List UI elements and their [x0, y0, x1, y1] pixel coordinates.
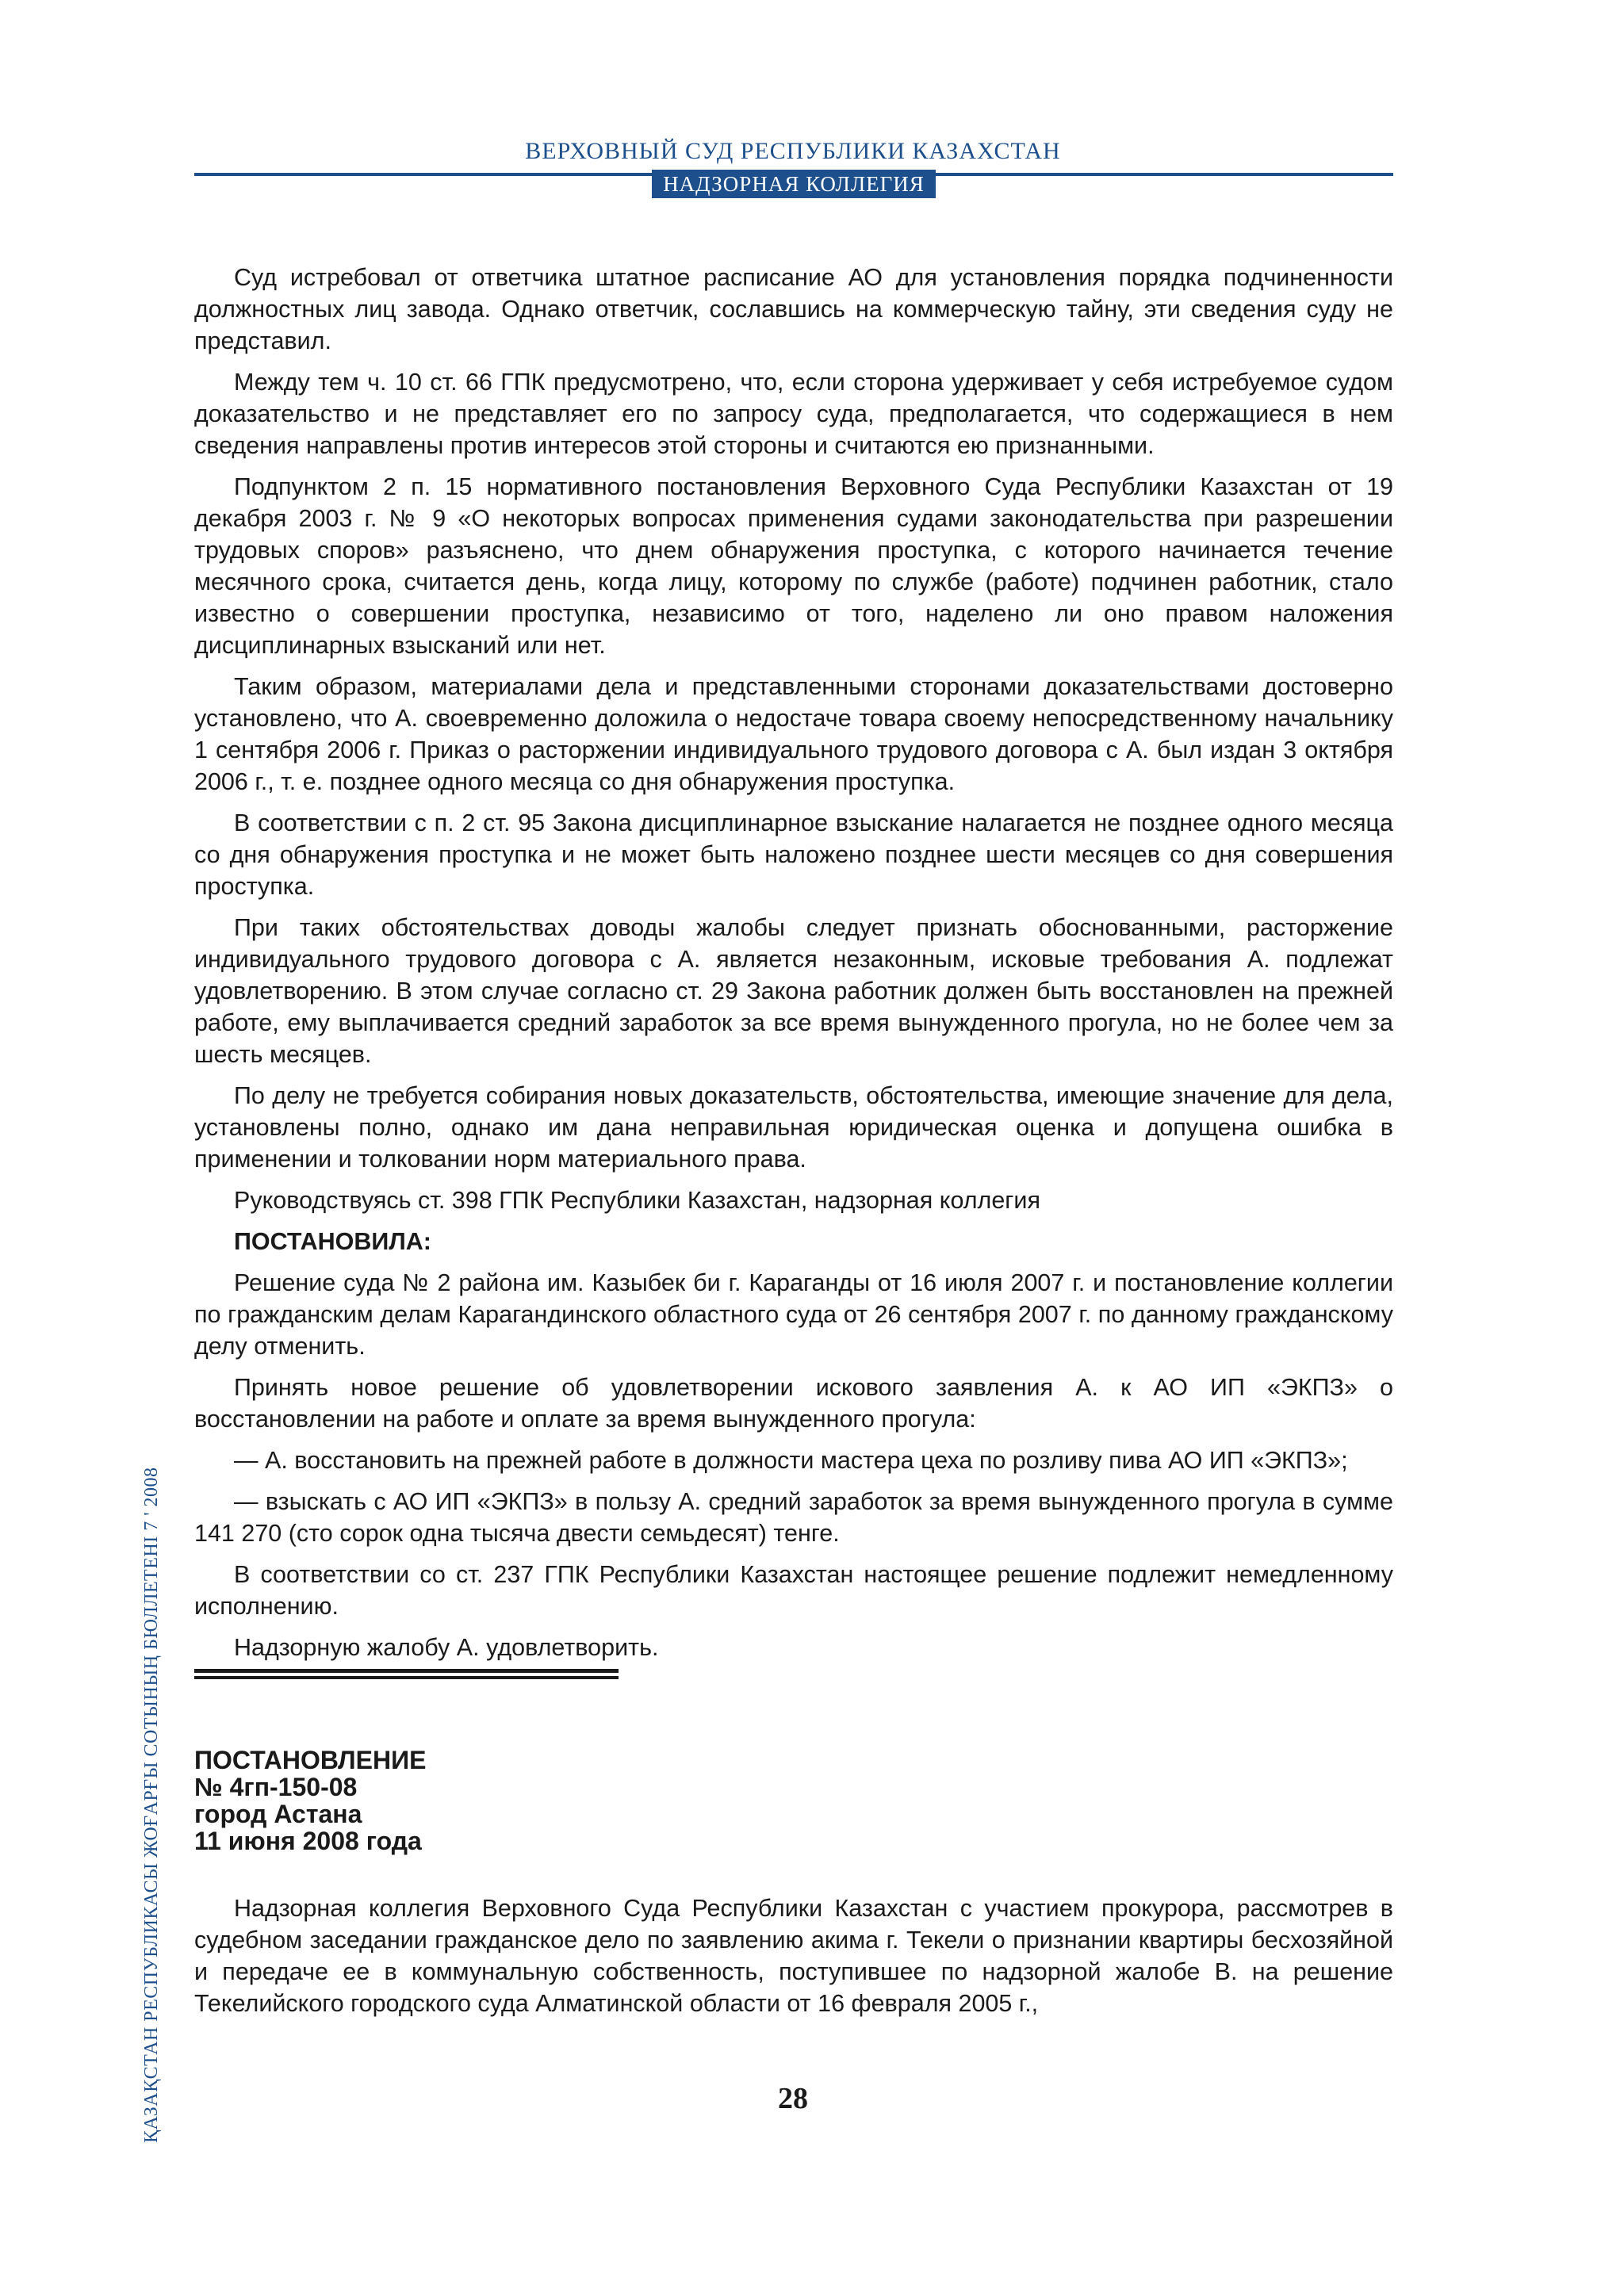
resolution-heading: ПОСТАНОВИЛА:	[234, 1228, 431, 1255]
decree-city: город Астана	[194, 1800, 362, 1828]
paragraph: В соответствии со ст. 237 ГПК Республики Казахстан настоящее решение подлежит немедленному исполнению.	[194, 1561, 1393, 1620]
divider-bar	[194, 1676, 619, 1679]
paragraph: Руководствуясь ст. 398 ГПК Республики Казахстан, надзорная коллегия	[234, 1187, 1040, 1214]
decree-title: ПОСТАНОВЛЕНИЕ	[194, 1746, 427, 1774]
main-text	[194, 262, 1393, 1673]
paragraph: По делу не требуется собирания новых доказательств, обстоятельства, имеющие значение для дела, установлены полно, однако им дана неправильная юридическая оценка и допущена ошибка в применении и толковании норм материального права.	[194, 1082, 1393, 1173]
paragraph: Между тем ч. 10 ст. 66 ГПК предусмотрено, что, если сторона удерживает у себя истребуемое судом доказательство и не представляет его по запросу суда, предполагается, что содержащиеся в нем сведения направлены против интересов этой стороны и считаются ею признанными.	[194, 369, 1393, 459]
paragraph: Подпунктом 2 п. 15 нормативного постановления Верховного Суда Республики Казахстан от 19 декабря 2003 г. № 9 «О некоторых вопросах применения судами законодательства при разрешении трудовых споров» разъяснено, что днем обнаружения проступка, с которого начинается течение месячного срока, считается день, когда лицу, которому по службе (работе) подчинен работник, стало известно о совершении проступка, независимо от того, наделено ли оно правом наложения дисциплинарных взысканий или нет.	[194, 473, 1393, 659]
decree-heading	[194, 1747, 908, 1854]
paragraph: Решение суда № 2 района им. Казыбек би г. Караганды от 16 июля 2007 г. и постановление коллегии по гражданским делам Карагандинского областного суда от 26 сентября 2007 г. по данному гражданскому делу отменить.	[194, 1269, 1393, 1360]
journal-header-title: ВЕРХОВНЫЙ СУД РЕСПУБЛИКИ КАЗАХСТАН	[525, 138, 1061, 164]
decree-date: 11 июня 2008 года	[194, 1827, 422, 1855]
paragraph: — взыскать с АО ИП «ЭКПЗ» в пользу А. средний заработок за время вынужденного прогула в сумме 141 270 (сто сорок одна тысяча двести семьдесят) тенге.	[194, 1488, 1393, 1547]
paragraph: Надзорную жалобу А. удовлетворить.	[234, 1634, 659, 1661]
paragraph: Таким образом, материалами дела и представленными сторонами доказательствами достоверно установлено, что А. своевременно доложила о недостаче товара своему непосредственному начальнику 1 сентября 2006 г. Приказ о расторжении индивидуального трудового договора с А. был издан 3 октября 2006 г., т. е. позднее одного месяца со дня обнаружения проступка.	[194, 673, 1393, 795]
paragraph: Суд истребовал от ответчика штатное расписание АО для установления порядка подчиненности должностных лиц завода. Однако ответчик, сославшись на коммерческую тайну, эти сведения суду не представил.	[194, 264, 1393, 354]
paragraph: Принять новое решение об удовлетворении искового заявления А. к АО ИП «ЭКПЗ» о восстановлении на работе и оплате за время вынужденного прогула:	[194, 1374, 1393, 1433]
divider-bar	[194, 1669, 619, 1673]
page-number: 28	[778, 2082, 808, 2115]
paragraph: — А. восстановить на прежней работе в должности мастера цеха по розливу пива АО ИП «ЭКПЗ»;	[234, 1447, 1348, 1474]
decree-text	[194, 1892, 1393, 2019]
section-badge: НАДЗОРНАЯ КОЛЛЕГИЯ	[652, 170, 936, 198]
paragraph: В соответствии с п. 2 ст. 95 Закона дисциплинарное взыскание налагается не позднее одного месяца со дня обнаружения проступка и не может быть наложено позднее шести месяцев со дня совершения проступка.	[194, 809, 1393, 900]
paragraph: При таких обстоятельствах доводы жалобы следует признать обоснованными, расторжение индивидуального трудового договора с А. является незаконным, исковые требования А. подлежат удовлетворению. В этом случае согласно ст. 29 Закона работник должен быть восстановлен на прежней работе, ему выплачивается средний заработок за все время вынужденного прогула, но не более чем за шесть месяцев.	[194, 914, 1393, 1068]
paragraph: Надзорная коллегия Верховного Суда Республики Казахстан с участием прокурора, рассмотрев в судебном заседании гражданское дело по заявлению акима г. Текели о признании квартиры бесхозяйной и передаче ее в коммунальную собственность, поступившее по надзорной жалобе В. на решение Текелийского городского суда Алматинской области от 16 февраля 2005 г.,	[194, 1895, 1393, 2017]
section-divider	[194, 1669, 619, 1680]
decree-number: № 4гп-150-08	[194, 1773, 358, 1801]
vertical-journal-title: ҚАЗАҚСТАН РЕСПУБЛИКАСЫ ЖОҒАРҒЫ СОТЫНЫҢ БЮЛЛЕТЕНІ 7 ' 2008	[141, 1467, 162, 2143]
